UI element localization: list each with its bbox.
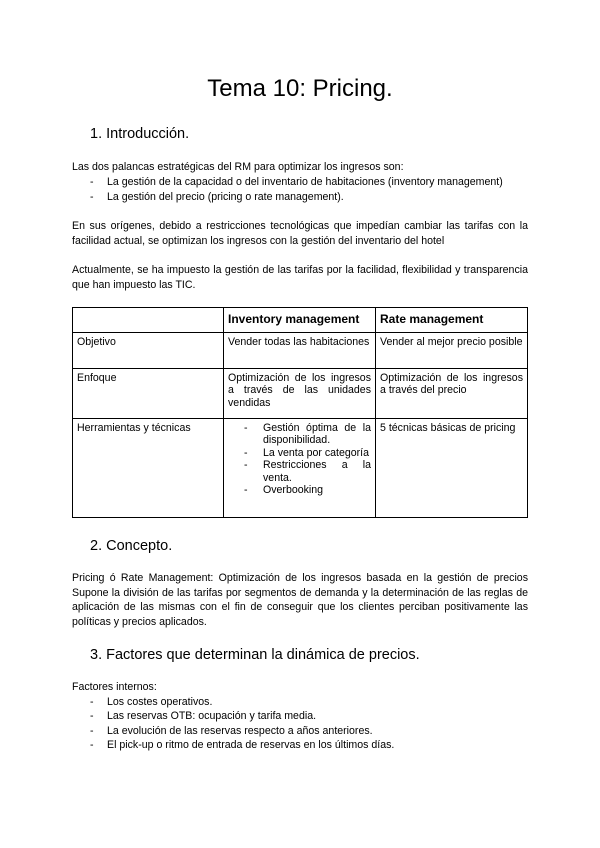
- list-item: [228, 484, 371, 497]
- list-item: [228, 447, 371, 460]
- table-row: [73, 368, 528, 418]
- factor-bullet-4: El pick-up o ritmo de entrada de reservas en los últimos días.: [107, 739, 395, 751]
- bullet-dash: -: [90, 710, 94, 722]
- table-cell-rate: Optimización de los ingresos a través del precio: [376, 368, 528, 418]
- table-row: [73, 418, 528, 517]
- factor-bullet-3: La evolución de las reservas respecto a años anteriores.: [107, 724, 373, 737]
- factor-bullet-1: Los costes operativos.: [107, 695, 213, 708]
- bullet-dash: -: [244, 459, 248, 471]
- table-row: [73, 332, 528, 368]
- bullet-dash: -: [244, 484, 248, 496]
- bullet-dash: -: [90, 190, 94, 203]
- intro-bullet-1: La gestión de la capacidad o del inventario de habitaciones (inventory management): [107, 176, 503, 188]
- bullet-dash: -: [90, 724, 94, 737]
- table-header-empty: [73, 308, 224, 333]
- bullet-dash: -: [90, 176, 94, 188]
- bullet-dash: -: [90, 739, 94, 751]
- table-header-inventory: Inventory management: [224, 308, 376, 333]
- table-cell-rate: 5 técnicas básicas de pricing: [376, 418, 528, 517]
- technique-text: La venta por categoría: [263, 446, 370, 459]
- technique-text: Overbooking: [263, 484, 324, 496]
- factor-bullet-2: Las reservas OTB: ocupación y tarifa media.: [107, 710, 317, 722]
- intro-paragraph-origins: En sus orígenes, debido a restricciones tecnológicas que impedían cambiar las tarifas con la facilidad actual, se optimizan los ingresos con la gestión del inventario del hotel: [72, 220, 528, 247]
- table-cell-inventory: Optimización de los ingresos a través de las unidades vendidas: [224, 368, 376, 418]
- table-cell-inventory: Vender todas las habitaciones: [224, 332, 376, 368]
- concepto-paragraph: Pricing ó Rate Management: Optimización de los ingresos basada en la gestión de precios Supone la división de las tarifas por segmentos de demanda y la determinación de las reglas de aplicación de las mismas con el fin de conseguir que los clientes perciban positivamente las políticas y precios aplicados.: [72, 572, 528, 628]
- table-header-row: [73, 308, 528, 333]
- comparison-table: [72, 307, 528, 518]
- intro-lead: Las dos palancas estratégicas del RM para optimizar los ingresos son:: [72, 161, 404, 173]
- bullet-dash: -: [244, 421, 248, 434]
- section-heading-factores: 3. Factores que determinan la dinámica de precios.: [90, 647, 420, 663]
- table-row-label: Enfoque: [73, 368, 224, 418]
- table-cell-rate: Vender al mejor precio posible: [376, 332, 528, 368]
- technique-text: Gestión óptima de la disponibilidad.: [263, 421, 371, 446]
- table-row-label: Objetivo: [73, 332, 224, 368]
- table-row-label: Herramientas y técnicas: [73, 418, 224, 517]
- bullet-dash: -: [244, 446, 248, 459]
- intro-paragraph-actualmente: Actualmente, se ha impuesto la gestión de las tarifas por la facilidad, flexibilidad y transparencia que han impuesto las TIC.: [72, 264, 528, 291]
- technique-text: Restricciones a la venta.: [263, 459, 371, 484]
- section-heading-introduccion: 1. Introducción.: [90, 126, 190, 142]
- bullet-dash: -: [90, 695, 94, 708]
- list-item: [228, 422, 371, 447]
- table-cell-inventory: [224, 418, 376, 517]
- table-header-rate: Rate management: [376, 308, 528, 333]
- inventory-techniques-list: [228, 422, 371, 497]
- section-heading-concepto: 2. Concepto.: [90, 538, 173, 554]
- factores-lead: Factores internos:: [72, 681, 157, 693]
- list-item: [228, 459, 371, 484]
- intro-bullet-2: La gestión del precio (pricing o rate management).: [107, 190, 344, 203]
- page-title: Tema 10: Pricing.: [207, 75, 393, 102]
